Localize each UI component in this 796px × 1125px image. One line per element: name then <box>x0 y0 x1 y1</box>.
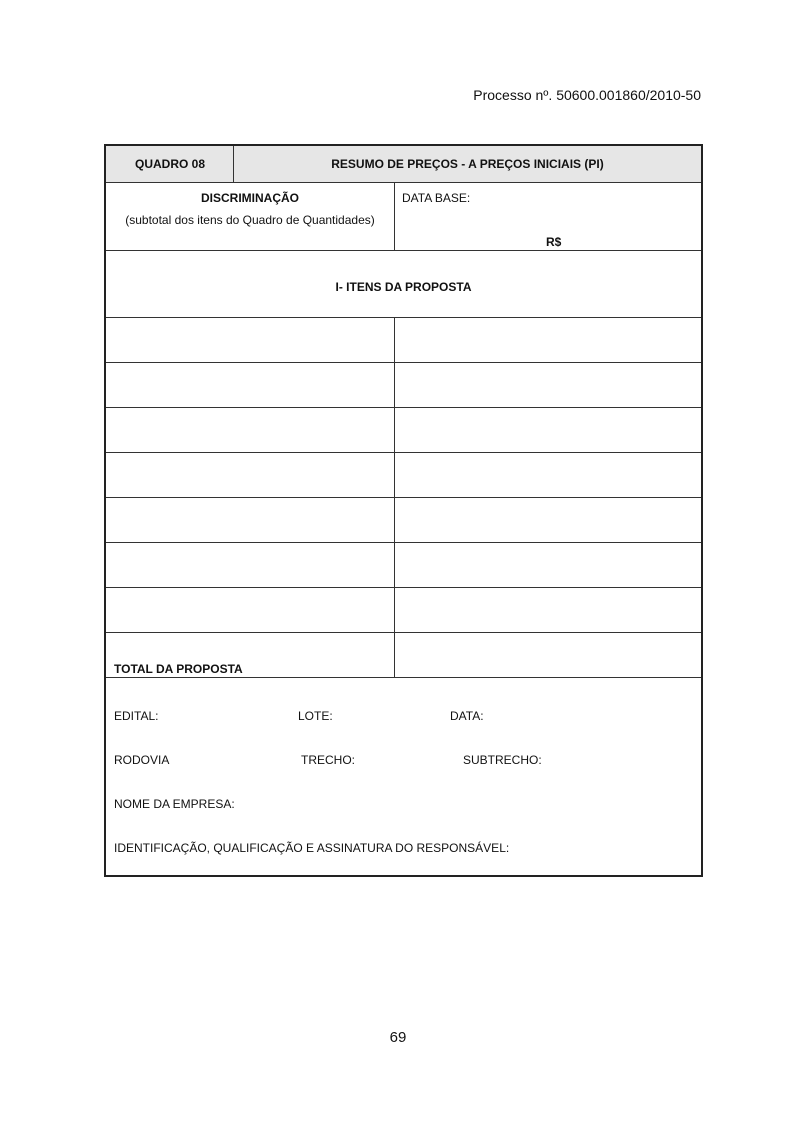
column-divider-top <box>394 182 395 250</box>
discriminacao-subtitle: (subtotal dos itens do Quadro de Quantidades) <box>125 213 375 227</box>
subtrecho-label: SUBTRECHO: <box>463 753 542 767</box>
rodovia-label: RODOVIA <box>114 753 170 767</box>
data-base-label: DATA BASE: <box>402 191 471 205</box>
discriminacao-title: DISCRIMINAÇÃO <box>201 191 299 205</box>
data-label: DATA: <box>450 709 484 723</box>
edital-label: EDITAL: <box>114 709 159 723</box>
lote-label: LOTE: <box>298 709 333 723</box>
page-number: 69 <box>389 1029 407 1046</box>
process-number: Processo nº. 50600.001860/2010-50 <box>473 87 701 103</box>
header-bottom-line <box>106 182 701 183</box>
row-line <box>106 407 701 408</box>
price-summary-form <box>104 144 703 877</box>
section-bottom-line <box>106 317 701 318</box>
row-line <box>106 452 701 453</box>
row-line <box>106 497 701 498</box>
form-title: RESUMO DE PREÇOS - A PREÇOS INICIAIS (PI) <box>331 157 604 171</box>
trecho-label: TRECHO: <box>301 753 355 767</box>
total-bottom-line <box>106 677 701 678</box>
nome-empresa-label: NOME DA EMPRESA: <box>114 797 235 811</box>
identificacao-label: IDENTIFICAÇÃO, QUALIFICAÇÃO E ASSINATURA DO RESPONSÁVEL: <box>114 841 510 855</box>
currency-label: R$ <box>546 235 562 249</box>
total-label: TOTAL DA PROPOSTA <box>114 662 243 676</box>
quadro-label: QUADRO 08 <box>134 157 205 171</box>
row-line <box>106 542 701 543</box>
section-title: I- ITENS DA PROPOSTA <box>335 280 472 294</box>
discriminacao-bottom-line <box>106 250 701 251</box>
row-line <box>106 362 701 363</box>
row-line <box>106 632 701 633</box>
row-line <box>106 587 701 588</box>
